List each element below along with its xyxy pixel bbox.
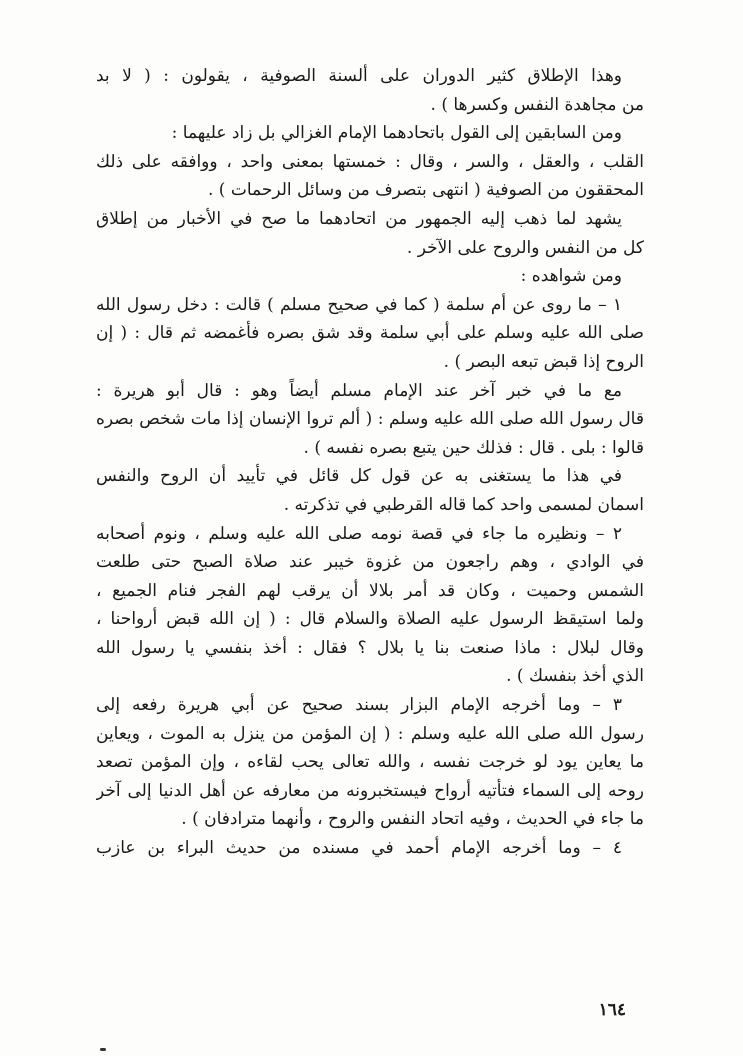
- text-line: وهذا الإطلاق كثير الدوران على ألسنة الصوفية ، يقولون : ( لا بد: [96, 66, 622, 86]
- text-line: ٣ – وما أخرجه الإمام البزار بسند صحيح عن أبي هريرة رفعه إلى: [96, 695, 622, 716]
- text-line: الشمس وحميت ، وكان قد أمر بلالا أن يرقب لهم الفجر فنام الجميع ،: [96, 580, 644, 601]
- text-line: الذي أخذ بنفسك ) .: [506, 666, 644, 687]
- text-line: من مجاهدة النفس وكسرها ) .: [430, 94, 644, 115]
- text-line: في هذا ما يستغنى به عن قول كل قائل في تأييد أن الروح والنفس: [96, 466, 622, 487]
- text-line: المحققون من الصوفية ( انتهى بتصرف من وسائل الرحمات ) .: [207, 180, 644, 201]
- text-line: الروح إذا قبض تبعه البصر ) .: [443, 351, 644, 372]
- text-line: كل من النفس والروح على الآخر .: [406, 237, 644, 258]
- text-line: قالوا : بلى . قال : فذلك حين يتبع بصره نفسه ) .: [303, 437, 644, 458]
- text-line: ولما استيقظ الرسول عليه الصلاة والسلام قال : ( إن الله قبض أرواحنا ،: [96, 609, 644, 630]
- text-line: صلى الله عليه وسلم على أبي سلمة وقد شق بصره فأغمضه ثم قال : ( إن: [96, 323, 644, 344]
- text-line: القلب ، والعقل ، والسر ، وقال : خمستها بمعنى واحد ، ووافقه على ذلك: [96, 151, 644, 172]
- text-line: ومن شواهده :: [520, 266, 622, 287]
- text-line: اسمان لمسمى واحد كما قاله القرطبي في تذكرته .: [283, 494, 644, 515]
- text-line: رسول الله صلى الله عليه وسلم : ( إن المؤمن من ينزل به الموت ، ويعاين: [96, 723, 644, 744]
- text-line: مع ما في خبر آخر عند الإمام مسلم أيضاً وهو : قال أبو هريرة :: [96, 380, 622, 401]
- text-line: ٤ – وما أخرجه الإمام أحمد في مسنده من حديث البراء بن عازب: [96, 838, 622, 859]
- text-line: ومن السابقين إلى القول باتحادهما الإمام الغزالي بل زاد عليهما :: [171, 123, 622, 144]
- text-line: ما يعاين يود لو خرجت نفسه ، والله تعالى يحب لقاءه ، وإن المؤمن تصعد: [96, 752, 644, 773]
- text-line: ٢ – ونظيره ما جاء في قصة نومه صلى الله عليه وسلم ، ونوم أصحابه: [96, 523, 622, 544]
- text-line: يشهد لما ذهب إليه الجمهور من اتحادهما ما صح في الأخبار من إطلاق: [96, 208, 622, 229]
- text-line: قال رسول الله صلى الله عليه وسلم : ( ألم تروا الإنسان إذا مات شخص بصره: [96, 409, 644, 430]
- page-number: ١٦٤: [598, 1000, 626, 1020]
- scan-mark: [100, 1048, 106, 1051]
- text-line: ١ – ما روى عن أم سلمة ( كما في صحيح مسلم ) قالت : دخل رسول الله: [96, 294, 622, 315]
- text-line: في الوادي ، وهم راجعون من غزوة خيبر عند صلاة الصبح حتى طلعت: [96, 552, 644, 573]
- text-line: ما جاء في الحديث ، وفيه اتحاد النفس والروح ، وأنهما مترادفان ) .: [181, 809, 644, 830]
- body-text: [96, 62, 644, 863]
- text-line: روحه إلى السماء فتأتيه أرواح فيستخبرونه من معارفه عن أهل الدنيا إلى آخر: [96, 780, 644, 801]
- text-line: وقال لبلال : ماذا صنعت بنا يا بلال ؟ فقال : أخذ بنفسي يا رسول الله: [96, 637, 644, 658]
